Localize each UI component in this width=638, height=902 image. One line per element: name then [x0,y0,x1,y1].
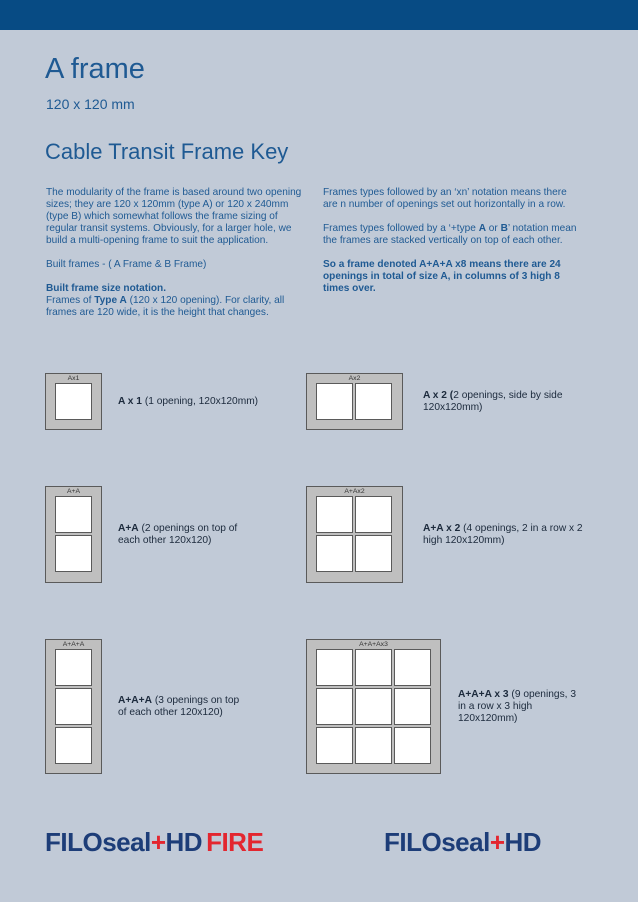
opening-cell [316,649,353,686]
frame-description-a-plus-a: A+A (2 openings on top of each other 120x120) [118,523,238,546]
opening-cell [355,649,392,686]
frame-diagram-a-plus-a-plus-a-x3 [306,639,441,774]
notation-paragraph: Built frame size notation. Frames of Type A (120 x 120 opening). For clarity, all frames are 120 wide, it is the height that changes. [46,283,285,318]
frame-description-a-plus-a-plus-a-x3: A+A+A x 3 (9 openings, 3 in a row x 3 high 120x120mm) [458,689,576,724]
example-paragraph: So a frame denoted A+A+A x8 means there are 24 openings in total of size A, in columns of 3 high 8 times over. [323,259,561,294]
frame-label: A+A+Ax3 [359,641,388,648]
opening-cell [394,727,431,764]
opening-cell [355,383,392,420]
intro-paragraph: The modularity of the frame is based around two opening sizes; they are 120 x 120mm (type A) or 120 x 240mm (type B) which somewhat follows the frame sizing of regular transit systems. Obviously, for a larger hole, we build a multi-opening frame to suit the application. [46,187,302,246]
page-subtitle: 120 x 120 mm [46,96,135,112]
section-title: Cable Transit Frame Key [45,139,289,164]
filoseal-hd-logo: FILOseal+HD [384,827,542,857]
intro-left-column [46,187,304,331]
frame-description-ax2: A x 2 (2 openings, side by side 120x120mm) [423,390,563,413]
frame-label: Ax2 [348,375,361,382]
opening-cell [316,535,353,572]
opening-cell [394,649,431,686]
frame-description-ax1: A x 1 (1 opening, 120x120mm) [118,396,259,407]
intro-paragraph: Built frames - ( A Frame & B Frame) [46,259,207,270]
opening-cell [355,727,392,764]
opening-cell [55,496,92,533]
opening-cell [355,535,392,572]
frame-description-a-plus-a-plus-a: A+A+A (3 openings on top of each other 120x120) [118,695,240,718]
opening-cell [55,688,92,725]
intro-paragraph: Frames types followed by a ‘+type A or B’ notation mean the frames are stacked vertically on top of each other. [323,223,577,246]
page-title: A frame [45,53,145,85]
frame-description-a-plus-a-x2: A+A x 2 (4 openings, 2 in a row x 2 high 120x120mm) [423,523,583,546]
frame-label: A+Ax2 [344,488,365,495]
opening-cell [355,496,392,533]
filoseal-hd-fire-logo: FILOseal+HD FIRE [45,827,264,857]
frame-diagram-a-plus-a-plus-a [45,639,102,774]
opening-cell [316,383,353,420]
opening-cell [316,496,353,533]
notation-heading: Built frame size notation. [46,283,167,294]
frame-diagram-a-plus-a-x2 [306,486,403,583]
opening-cell [55,383,92,420]
intro-paragraph: Frames types followed by an ‘xn’ notation means there are n number of openings set out horizontally in a row. [323,187,567,210]
intro-right-column [323,187,581,307]
frame-diagram-a-plus-a [45,486,102,583]
frame-label: A+A [66,488,81,495]
opening-cell [316,688,353,725]
opening-cell [55,727,92,764]
frame-diagram-ax2 [306,373,403,430]
opening-cell [55,535,92,572]
opening-cell [316,727,353,764]
frame-label: Ax1 [67,375,80,382]
opening-cell [55,649,92,686]
opening-cell [394,688,431,725]
top-bar [0,0,638,30]
frame-diagram-ax1 [45,373,102,430]
frame-label: A+A+A [62,641,85,648]
opening-cell [355,688,392,725]
